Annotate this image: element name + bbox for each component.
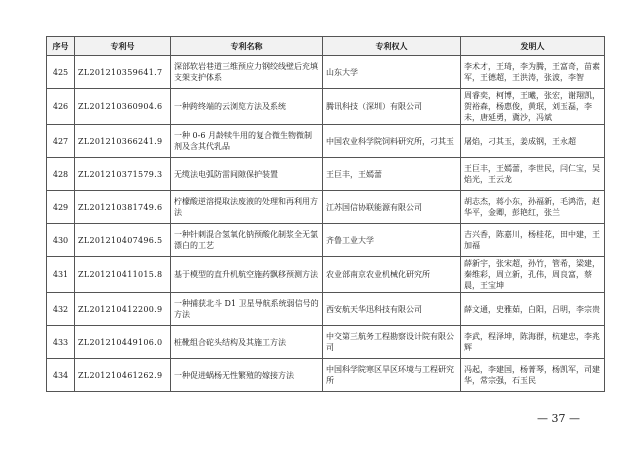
header-patent-name: 专利名称 <box>171 37 323 56</box>
patent-owner-cell: 腾讯科技（深圳）有限公司 <box>323 89 461 125</box>
header-patent-number: 专利号 <box>75 37 171 56</box>
patent-number-cell: ZL201210449106.0 <box>75 326 171 359</box>
patent-name-cell: 一种促进蜗杨无性繁殖的嫁接方法 <box>171 359 323 392</box>
seq-cell: 433 <box>47 326 75 359</box>
patent-number-cell: ZL201210360904.6 <box>75 89 171 125</box>
table-row <box>47 326 605 359</box>
header-inventors: 发明人 <box>461 37 605 56</box>
patent-number-cell: ZL201210359641.7 <box>75 56 171 89</box>
seq-cell: 427 <box>47 125 75 158</box>
table-row <box>47 56 605 89</box>
inventors-cell: 周睿奕，柯博，王曦，张宏，谢翔凯，贺裕森，杨惠俊，黄珉，刘玉磊，李未，唐延勇，冀沙，冯斌 <box>461 89 605 125</box>
page-number: — 37 — <box>537 412 580 425</box>
patent-number-cell: ZL201210412200.9 <box>75 293 171 326</box>
seq-cell: 429 <box>47 191 75 224</box>
seq-cell: 426 <box>47 89 75 125</box>
seq-cell: 431 <box>47 257 75 293</box>
patent-owner-cell: 江苏国信协联能源有限公司 <box>323 191 461 224</box>
patent-owner-cell: 山东大学 <box>323 56 461 89</box>
seq-cell: 428 <box>47 158 75 191</box>
patent-owner-cell: 中国科学院寒区旱区环境与工程研究所 <box>323 359 461 392</box>
inventors-cell: 屠焰，刁其玉，姜成钢，王永超 <box>461 125 605 158</box>
table-row <box>47 293 605 326</box>
seq-cell: 432 <box>47 293 75 326</box>
patent-name-cell: 桩靴组合砣头结构及其施工方法 <box>171 326 323 359</box>
seq-cell: 425 <box>47 56 75 89</box>
patent-number-cell: ZL201210407496.5 <box>75 224 171 257</box>
header-patent-owner: 专利权人 <box>323 37 461 56</box>
patent-owner-cell: 王巨丰，王嫣蕾 <box>323 158 461 191</box>
patent-name-cell: 一种针刺混合氢氧化钠预酸化制浆全无氯漂白的工艺 <box>171 224 323 257</box>
table-row <box>47 89 605 125</box>
table-row <box>47 125 605 158</box>
patent-number-cell: ZL201210411015.8 <box>75 257 171 293</box>
patent-table <box>46 36 605 392</box>
patent-number-cell: ZL201210461262.9 <box>75 359 171 392</box>
inventors-cell: 冯起，李建国，杨菁琴，杨凯军，司建华，常宗强，石玉民 <box>461 359 605 392</box>
patent-number-cell: ZL201210381749.6 <box>75 191 171 224</box>
patent-name-cell: 一种 0-6 月龄犊牛用的复合微生物微制剂及含其代乳品 <box>171 125 323 158</box>
inventors-cell: 薛文通，史雅茹，白阳，吕明，李宗贵 <box>461 293 605 326</box>
patent-name-cell: 一种捕获北斗 D1 卫星导航系统弱信号的方法 <box>171 293 323 326</box>
inventors-cell: 吉兴香，陈嘉川，杨桂花，田中建，王加福 <box>461 224 605 257</box>
patent-number-cell: ZL201210366241.9 <box>75 125 171 158</box>
seq-cell: 434 <box>47 359 75 392</box>
inventors-cell: 李术才，王琦，李为腾，王富奇，苗素军，王德超，王洪涛，张波，李智 <box>461 56 605 89</box>
patent-name-cell: 基于模型的直升机航空施药飘移预测方法 <box>171 257 323 293</box>
inventors-cell: 胡志杰，蒋小东，孙福新，毛鸿浩，赵华平，金卿，彭艳红，张兰 <box>461 191 605 224</box>
patent-name-cell: 柠檬酸逆溶提取法废液的处理和再利用方法 <box>171 191 323 224</box>
patent-owner-cell: 农业部南京农业机械化研究所 <box>323 257 461 293</box>
header-row <box>47 37 605 56</box>
table-row <box>47 191 605 224</box>
patent-name-cell: 一种跨终端的云浏览方法及系统 <box>171 89 323 125</box>
patent-owner-cell: 西安航天华迅科技有限公司 <box>323 293 461 326</box>
inventors-cell: 王巨丰，王嫣蕾，李世民，闫仁宝，吴焰光，王云龙 <box>461 158 605 191</box>
table-row <box>47 359 605 392</box>
seq-cell: 430 <box>47 224 75 257</box>
table-row <box>47 257 605 293</box>
patent-name-cell: 无缆法电弧防雷间隙保护装置 <box>171 158 323 191</box>
header-seq: 序号 <box>47 37 75 56</box>
patent-owner-cell: 中国农业科学院饲料研究所，刁其玉 <box>323 125 461 158</box>
inventors-cell: 李武，程泽坤，陈海群，杭建忠，李兆辉 <box>461 326 605 359</box>
patent-number-cell: ZL201210371579.3 <box>75 158 171 191</box>
table-row <box>47 224 605 257</box>
table-row <box>47 158 605 191</box>
patent-owner-cell: 中交第三航务工程勘察设计院有限公司 <box>323 326 461 359</box>
patent-owner-cell: 齐鲁工业大学 <box>323 224 461 257</box>
patent-name-cell: 深部软岩巷道三维预应力钢绞线壁后充填支架支护体系 <box>171 56 323 89</box>
inventors-cell: 薛新宇，张宋超，孙竹，管希，梁建，秦维彩，周立新，孔伟，周良富，蔡晨，王宝坤 <box>461 257 605 293</box>
